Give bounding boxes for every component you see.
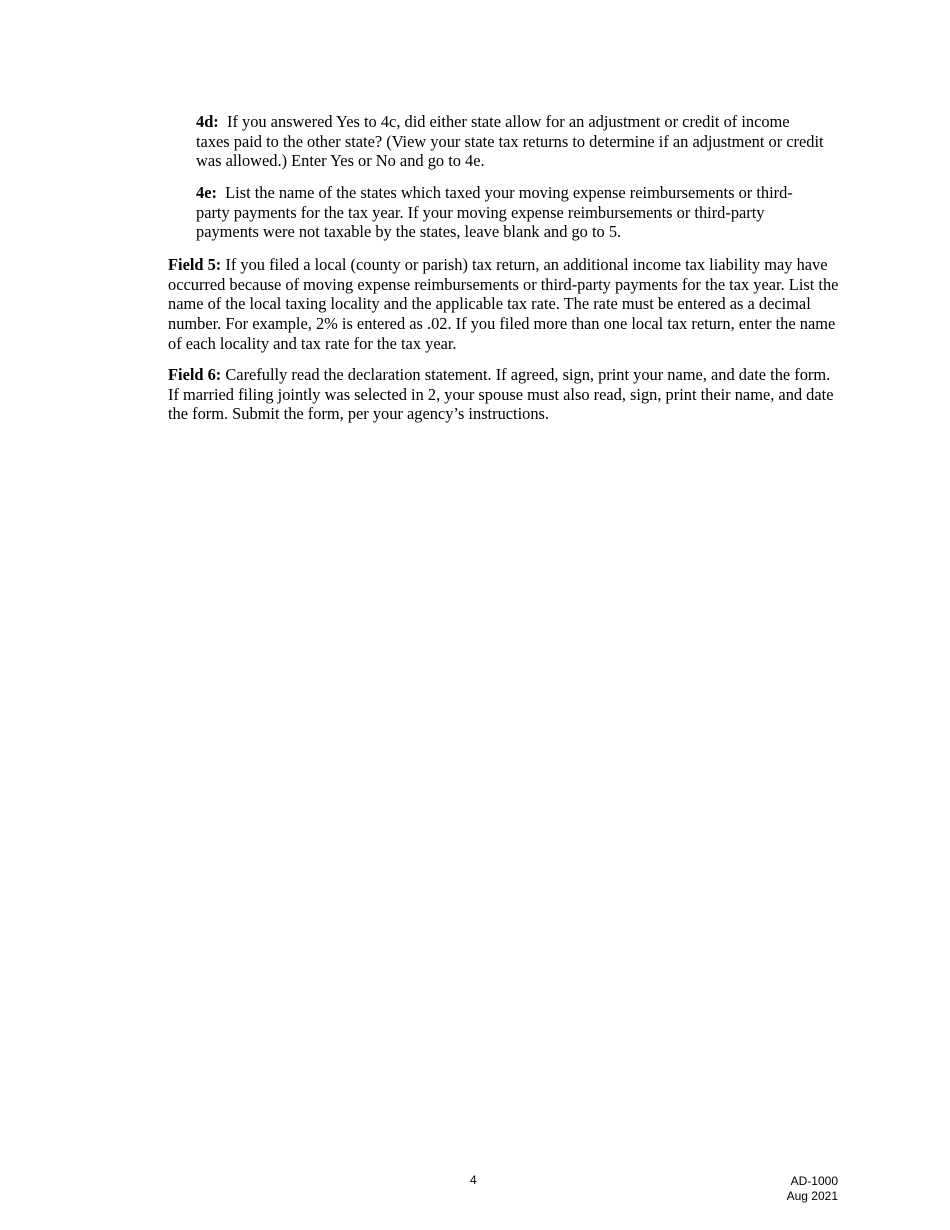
instruction-4d xyxy=(196,112,826,171)
instruction-4d-text: If you answered Yes to 4c, did either state allow for an adjustment or credit of income taxes paid to the other state? (View your state tax returns to determine if an adjustment or credit was allowed.) Enter Yes or No and go to 4e. xyxy=(196,112,824,171)
instruction-4e-label: 4e: xyxy=(196,183,217,202)
page-number: 4 xyxy=(470,1173,477,1187)
form-code: AD-1000 xyxy=(790,1174,838,1188)
instruction-field-5-text: If you filed a local (county or parish) tax return, an additional income tax liability may have occurred because of moving expense reimbursements or third-party payments for the tax year. List the name of the local taxing locality and the applicable tax rate. The rate must be entered as a decimal number. For example, 2% is entered as .02. If you filed more than one local tax return, enter the name of each locality and tax rate for the tax year. xyxy=(168,255,839,353)
instruction-field-6-text: Carefully read the declaration statement. If agreed, sign, print your name, and date the form. If married filing jointly was selected in 2, your spouse must also read, sign, print their name, and date the form. Submit the form, per your agency’s instructions. xyxy=(168,365,834,424)
instruction-4d-label: 4d: xyxy=(196,112,219,131)
instruction-4e-text: List the name of the states which taxed your moving expense reimbursements or third-party payments for the tax year. If your moving expense reimbursements or third-party payments were not taxable by the states, leave blank and go to 5. xyxy=(196,183,793,242)
instruction-field-5 xyxy=(168,255,840,354)
instruction-field-5-label: Field 5: xyxy=(168,255,222,274)
form-date: Aug 2021 xyxy=(786,1188,838,1203)
instruction-4e xyxy=(196,183,826,242)
instruction-field-6 xyxy=(168,365,840,424)
form-identifier xyxy=(787,1174,838,1203)
instruction-field-6-label: Field 6: xyxy=(168,365,222,384)
